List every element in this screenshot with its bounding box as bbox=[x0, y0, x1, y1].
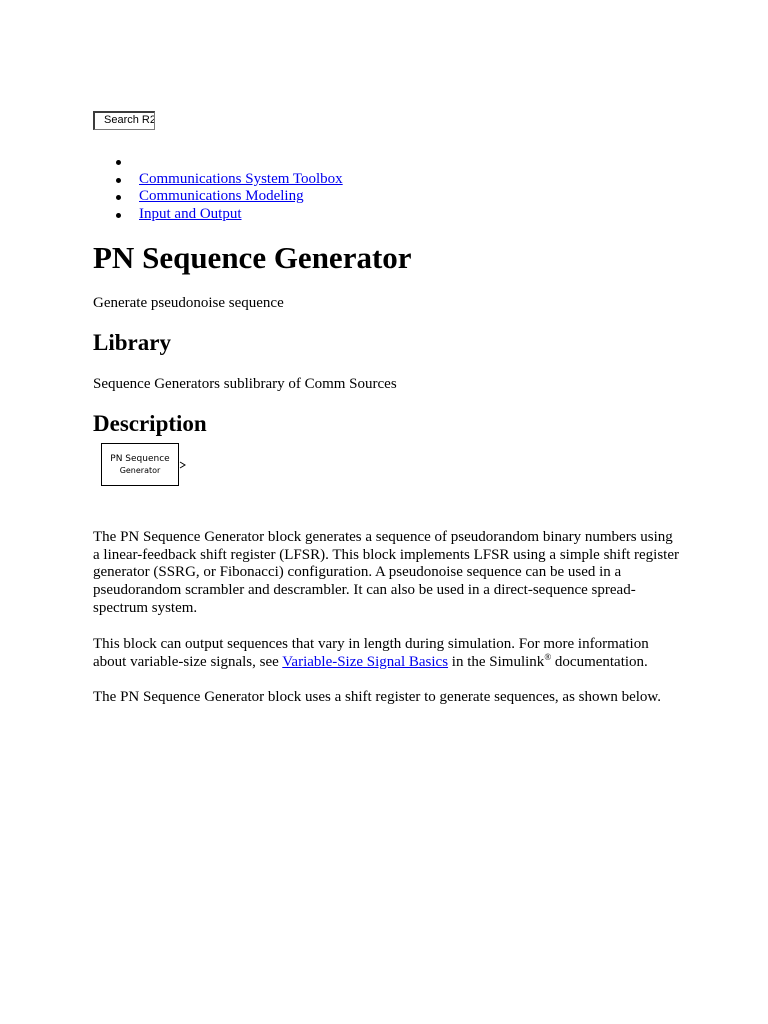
paragraph-2-text-middle: in the Simulink bbox=[448, 653, 545, 670]
breadcrumb-item-toolbox[interactable] bbox=[93, 171, 343, 189]
breadcrumb-link-communications-system-toolbox[interactable]: Communications System Toolbox bbox=[139, 170, 343, 187]
variable-size-signal-basics-link[interactable]: Variable-Size Signal Basics bbox=[282, 653, 449, 670]
breadcrumb-item-input-output[interactable] bbox=[93, 206, 343, 224]
bullet-icon bbox=[116, 178, 121, 183]
page-title: PN Sequence Generator bbox=[93, 240, 412, 275]
block-label-line1: PN Sequence bbox=[110, 454, 170, 464]
breadcrumb-item-modeling[interactable] bbox=[93, 188, 343, 206]
block-label-line2: Generator bbox=[119, 466, 161, 475]
library-heading: Library bbox=[93, 330, 171, 355]
library-text: Sequence Generators sublibrary of Comm Sources bbox=[93, 376, 397, 392]
breadcrumb-link-communications-modeling[interactable]: Communications Modeling bbox=[139, 188, 304, 205]
paragraph-2-text-after: documentation. bbox=[551, 653, 648, 670]
description-heading: Description bbox=[93, 411, 207, 436]
description-paragraph-1: The PN Sequence Generator block generates a sequence of pseudorandom binary numbers using a linear-feedback shift register (LFSR). This block implements LFSR using a simple shift register generator (SSRG, or Fibonacci) configuration. A pseudonoise sequence can be used in a pseudorandom scrambler and descrambler. It can also be used in a direct-sequence spread-spectrum system. bbox=[93, 529, 679, 616]
block-icon-image bbox=[101, 443, 191, 488]
bullet-icon bbox=[116, 195, 121, 200]
paragraph-2-text-before: This block can output sequences that vary in length during simulation. For more information about variable-size signals, see bbox=[93, 636, 649, 670]
search-box[interactable] bbox=[93, 111, 155, 130]
pn-sequence-generator-block bbox=[101, 443, 179, 486]
output-port-arrow-icon bbox=[179, 460, 187, 470]
description-paragraph-2 bbox=[93, 636, 683, 671]
search-input[interactable] bbox=[104, 114, 155, 126]
page-purpose: Generate pseudonoise sequence bbox=[93, 295, 284, 311]
registered-mark: ® bbox=[544, 651, 552, 662]
bullet-icon bbox=[116, 160, 121, 165]
description-paragraph-3: The PN Sequence Generator block uses a shift register to generate sequences, as shown below. bbox=[93, 689, 662, 705]
breadcrumb-link-input-and-output[interactable]: Input and Output bbox=[139, 206, 242, 223]
breadcrumb bbox=[93, 153, 343, 224]
document-page bbox=[93, 111, 683, 705]
bullet-icon bbox=[116, 213, 121, 218]
breadcrumb-item-home[interactable] bbox=[93, 153, 343, 171]
